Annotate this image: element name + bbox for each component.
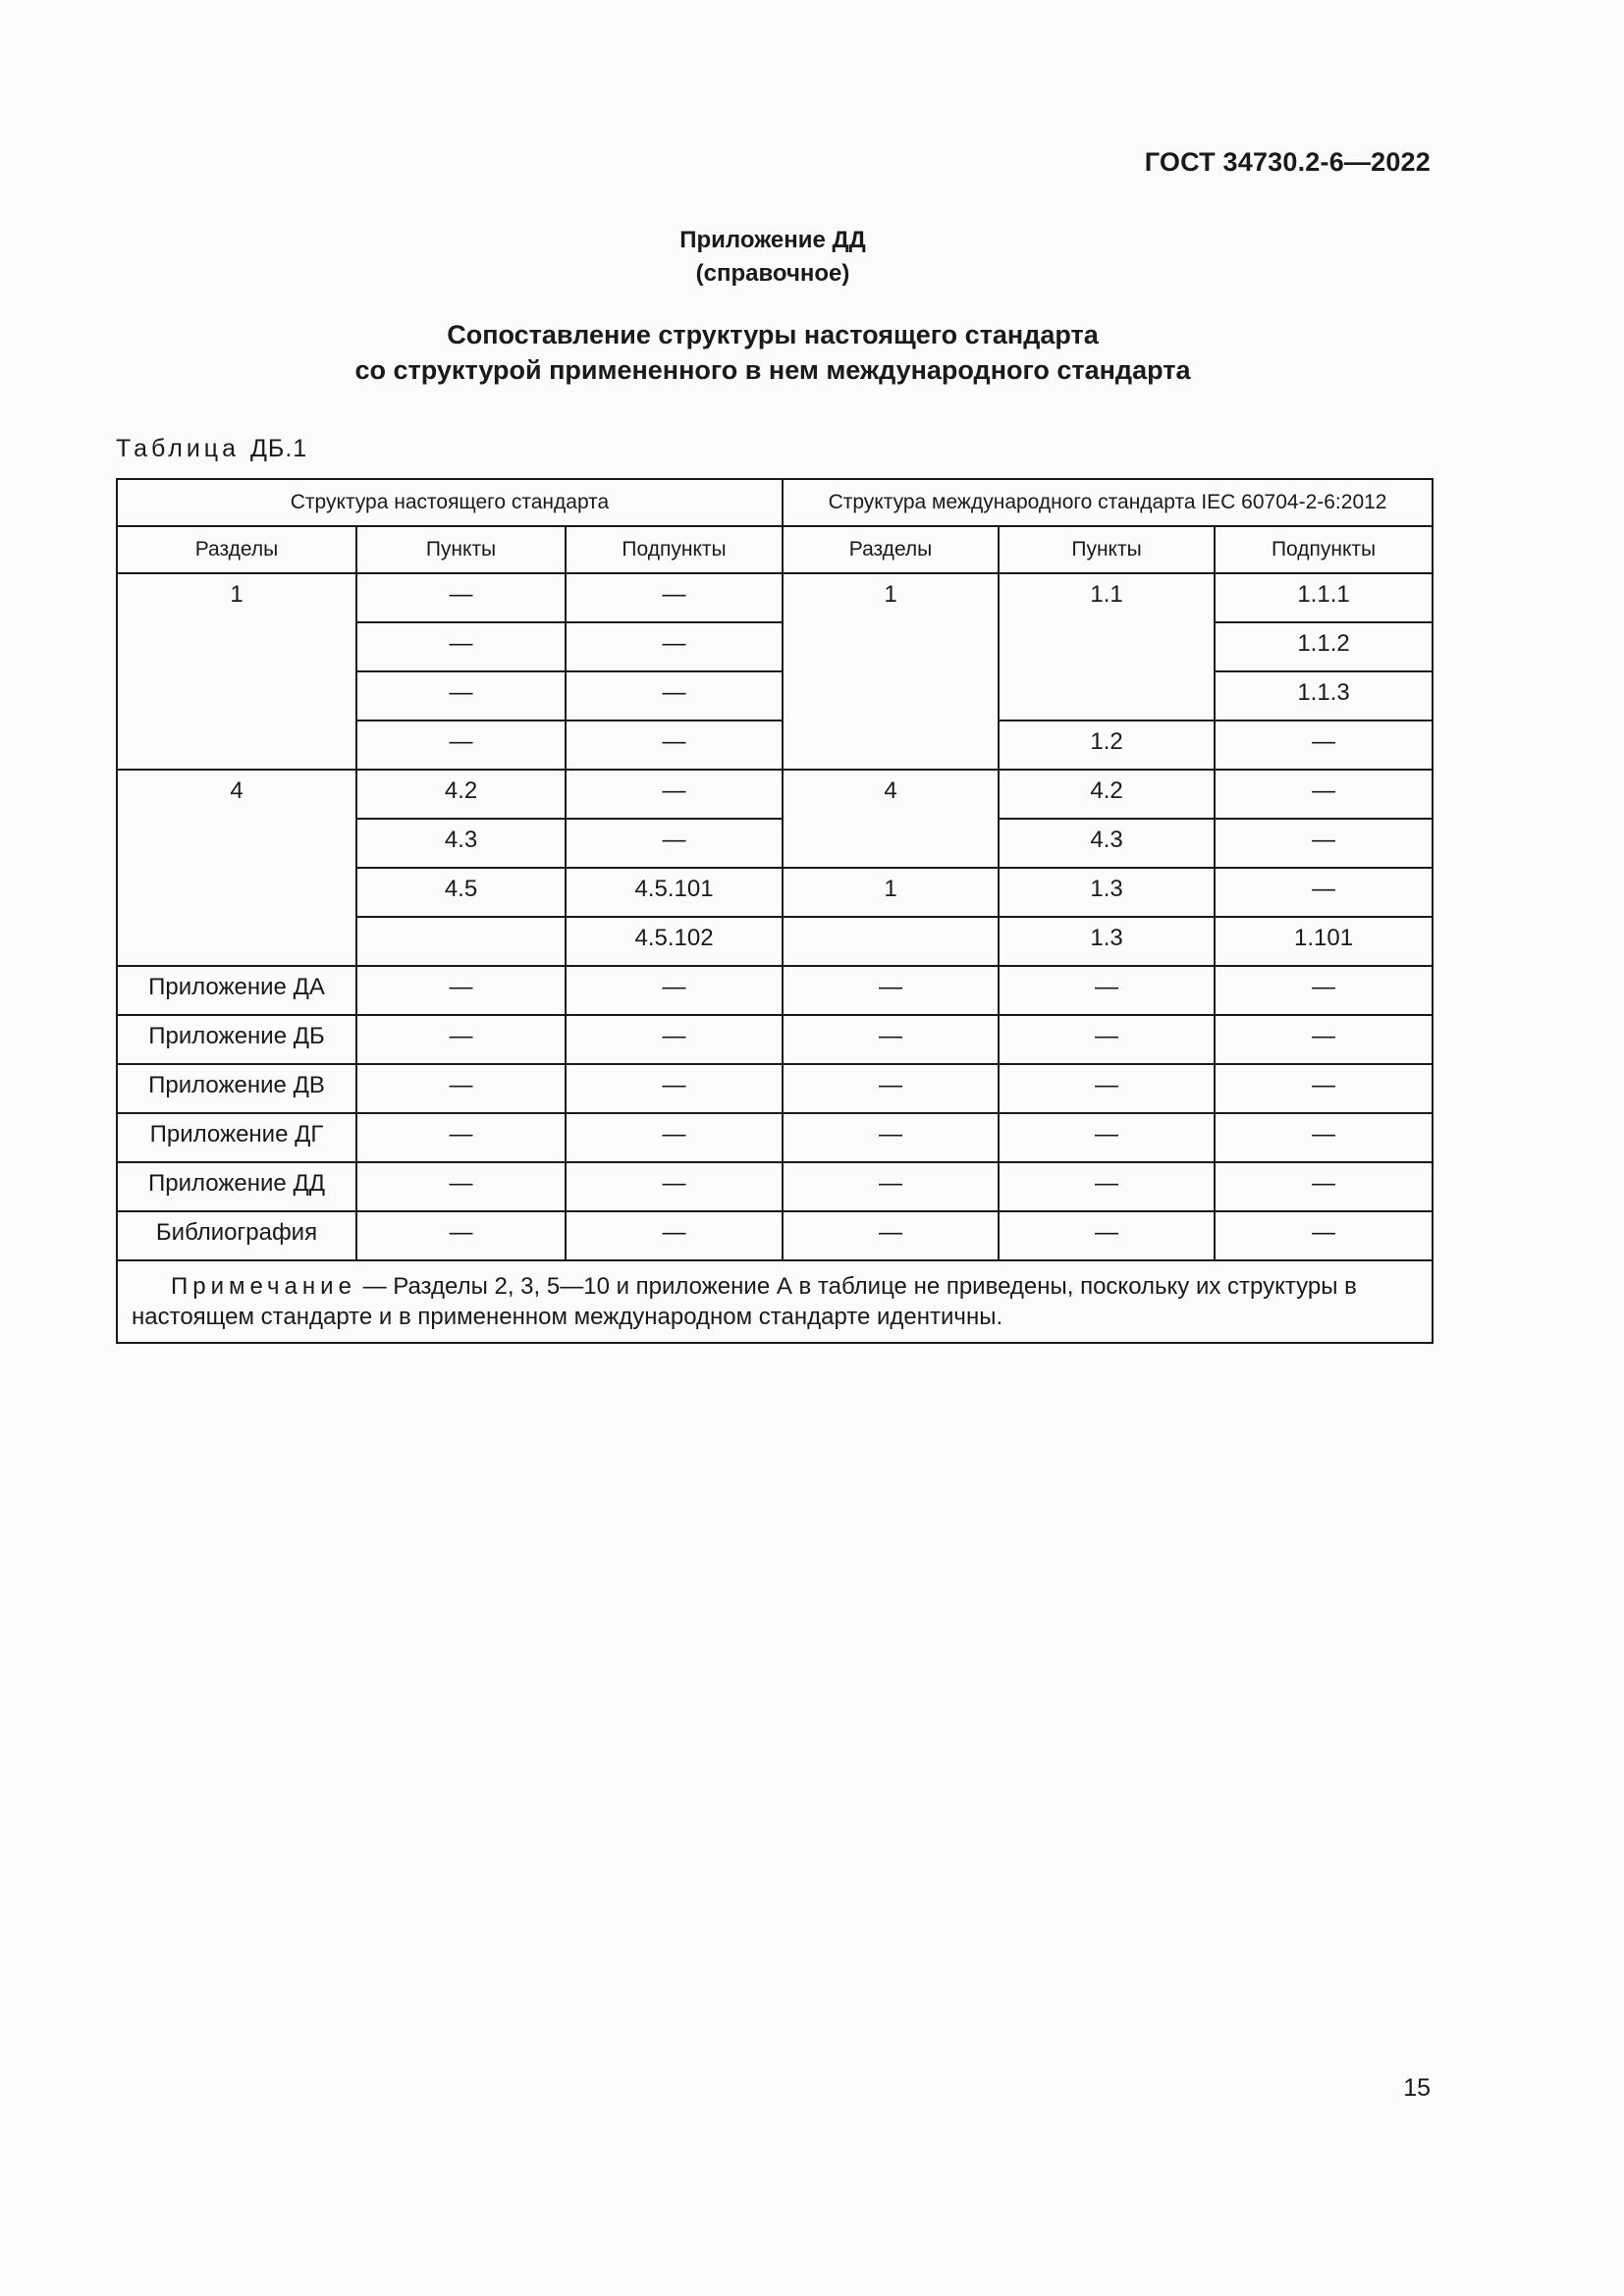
table-cell: 4.2 [999,770,1215,819]
table-cell: Приложение ДГ [117,1113,356,1162]
table-cell: 1 [783,868,999,917]
column-header: Пункты [356,526,566,573]
table-cell: — [1215,1113,1433,1162]
table-cell: 4.5.101 [566,868,783,917]
table-cell: 1.2 [999,721,1215,770]
table-row [117,1211,1433,1260]
column-header: Разделы [117,526,356,573]
table-cell: — [783,1211,999,1260]
table-cell: 4.5 [356,868,566,917]
table-cell: — [783,1064,999,1113]
table-cell: — [566,966,783,1015]
section-title [0,317,1545,388]
appendix-title: Приложение ДД [679,227,866,253]
table-note [117,1260,1433,1343]
table-cell: 1.1.2 [1215,622,1433,671]
table-cell: — [566,1211,783,1260]
table-cell: — [1215,1015,1433,1064]
table-cell: — [566,573,783,622]
table-cell: — [566,721,783,770]
table-cell: — [356,1113,566,1162]
table-row [117,1015,1433,1064]
table-cell: 1 [783,573,999,770]
table-cell: — [999,966,1215,1015]
table-row [117,770,1433,819]
table-row [117,966,1433,1015]
table-row [117,1064,1433,1113]
table-cell: — [356,1015,566,1064]
table-row [117,1162,1433,1211]
table-cell: 1.101 [1215,917,1433,966]
table-cell: 4 [117,770,356,966]
table-caption-word: Таблица [116,435,241,462]
group-header-national: Структура настоящего стандарта [117,479,783,526]
table-cell: 1.1.3 [1215,671,1433,721]
table-cell: — [356,1162,566,1211]
table-row [117,1113,1433,1162]
table-cell: — [356,966,566,1015]
column-header: Пункты [999,526,1215,573]
table-cell: — [566,1113,783,1162]
table-cell: — [1215,966,1433,1015]
table-caption [116,435,307,463]
document-code: ГОСТ 34730.2-6—2022 [1144,147,1431,177]
table-column-header-row [117,526,1433,573]
table-cell: — [566,770,783,819]
table-cell: Приложение ДБ [117,1015,356,1064]
table-row [117,573,1433,622]
table-cell: 4.2 [356,770,566,819]
note-text: — Разделы 2, 3, 5—10 и приложение А в таблице не приведены, поскольку их структуры в настоящем стандарте и в примененном международном стандарте идентичны. [132,1273,1357,1330]
table-cell: 1.1.1 [1215,573,1433,622]
comparison-table [116,478,1434,1344]
table-cell: — [356,671,566,721]
page-number: 15 [1403,2074,1431,2102]
table-cell: — [356,721,566,770]
table-cell: — [1215,721,1433,770]
table-note-row [117,1260,1433,1343]
table-cell: 1.1 [999,573,1215,721]
table-cell: Приложение ДД [117,1162,356,1211]
table-cell: 4 [783,770,999,868]
table-cell: — [783,966,999,1015]
table-cell: — [783,1015,999,1064]
table-cell: — [999,1113,1215,1162]
table-cell: — [566,1162,783,1211]
table-cell: — [999,1162,1215,1211]
note-label: Примечание [171,1273,356,1300]
column-header: Разделы [783,526,999,573]
section-title-line-2: со структурой примененного в нем международного стандарта [354,355,1191,385]
table-cell: — [566,1015,783,1064]
table-cell: 4.3 [356,819,566,868]
section-title-line-1: Сопоставление структуры настоящего стандарта [447,320,1099,349]
appendix-type: (справочное) [695,260,850,287]
table-cell: — [1215,1064,1433,1113]
table-cell: 1.3 [999,917,1215,966]
table-cell: 1 [117,573,356,770]
table-cell: — [566,819,783,868]
table-caption-number: ДБ.1 [249,435,308,462]
appendix-heading [0,224,1545,291]
table-cell: — [566,622,783,671]
table-cell: — [783,1162,999,1211]
table-cell: 4.5.102 [566,917,783,966]
column-header: Подпункты [1215,526,1433,573]
table-cell: — [566,671,783,721]
table-cell [783,917,999,966]
group-header-international: Структура международного стандарта IEC 60704-2-6:2012 [783,479,1433,526]
table-cell: — [999,1015,1215,1064]
table-cell: — [783,1113,999,1162]
table-cell: — [999,1211,1215,1260]
table-cell: — [566,1064,783,1113]
table-cell: 4.3 [999,819,1215,868]
table-group-header-row [117,479,1433,526]
table-cell: — [1215,770,1433,819]
table-cell [356,917,566,966]
table-cell: 1.3 [999,868,1215,917]
table-cell: Приложение ДВ [117,1064,356,1113]
table-cell: — [356,1211,566,1260]
table-cell: — [999,1064,1215,1113]
table-cell: — [1215,1162,1433,1211]
table-cell: — [1215,868,1433,917]
table-cell: — [1215,819,1433,868]
table-cell: Приложение ДА [117,966,356,1015]
table-cell: Библиография [117,1211,356,1260]
table-cell: — [356,573,566,622]
table-cell: — [356,1064,566,1113]
table-cell: — [1215,1211,1433,1260]
table-cell: — [356,622,566,671]
column-header: Подпункты [566,526,783,573]
